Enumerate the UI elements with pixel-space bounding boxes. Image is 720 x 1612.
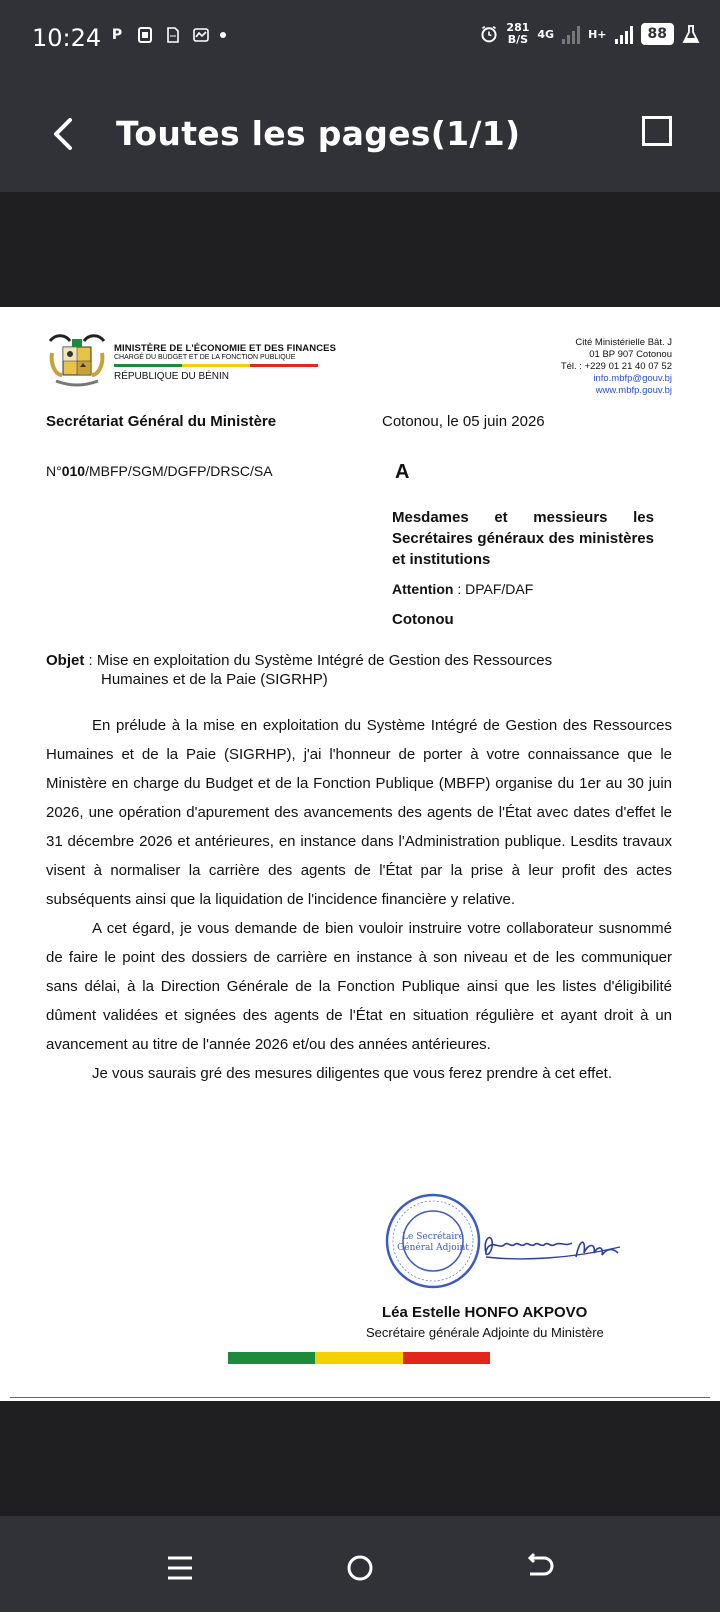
system-navigation-bar [0, 1516, 720, 1612]
menu-icon [162, 1550, 198, 1586]
back-button[interactable] [48, 116, 84, 152]
website-link[interactable]: www.mbfp.gouv.bj [595, 385, 672, 396]
more-notifications-icon [220, 32, 226, 38]
alarm-icon [480, 25, 498, 43]
pdf-icon [136, 26, 154, 44]
document-page[interactable] [0, 307, 720, 1401]
header-flag-line [114, 364, 318, 367]
net-speed: 281 B/S [506, 21, 530, 46]
viewer-top-margin [0, 192, 720, 307]
status-time: 10:24 [32, 24, 102, 52]
coat-of-arms-logo [46, 331, 108, 393]
official-stamp [384, 1192, 482, 1290]
viewer-bottom-margin [0, 1401, 720, 1516]
handwritten-signature [480, 1217, 626, 1273]
select-all-checkbox[interactable] [642, 116, 672, 146]
page-title: Toutes les pages(1/1) [116, 114, 521, 153]
back-arrow-icon [48, 116, 84, 152]
signatory-name: Léa Estelle HONFO AKPOVO [382, 1304, 588, 1321]
network-type-1: 4G [537, 27, 555, 41]
recent-apps-button[interactable] [162, 1550, 198, 1586]
home-button[interactable] [342, 1550, 378, 1586]
recipients: Mesdames et messieurs les Secrétaires généraux des ministères et institutions [392, 509, 654, 568]
paragraph: Je vous saurais gré des mesures diligentes que vous ferez prendre à cet effet. [92, 1065, 613, 1082]
letter-body [46, 711, 672, 1088]
subject-line: Objet : Mise en exploitation du Système Intégré de Gestion des Ressources Humaines et de la Paie (SIGRHP) [46, 652, 553, 688]
ministry-name: MINISTÈRE DE L'ÉCONOMIE ET DES FINANCES [114, 343, 337, 354]
attention-line: Attention : DPAF/DAF [392, 581, 534, 597]
secretariat-label: Secrétariat Général du Ministère [46, 413, 277, 430]
date-line: Cotonou, le 05 juin 2026 [382, 413, 545, 430]
page-bottom-line [10, 1397, 710, 1398]
status-bar [0, 0, 720, 80]
lab-icon [682, 25, 700, 43]
contact-block: Cité Ministérielle Bât. J 01 BP 907 Cotonou Tél. : +229 01 21 40 07 52 info.mbfp@gouv.bj www.mbfp.gouv.bj [560, 337, 672, 396]
addressee-marker: A [395, 461, 410, 483]
p-icon: P [111, 27, 123, 43]
paragraph: A cet égard, je vous demande de bien vouloir instruire votre collaborateur susnommé de faire le point des dossiers de carrière en instance à son niveau et de les communiquer sans délai, à la Direction Générale de la Fonction Publique ainsi que les listes d'éligibilité dûment validées et signées des agents de l'État en situation régulière et ayant droit à un avancement au titre de l'année 2026 et/ou des années antérieures. [46, 920, 672, 1053]
signal-icon-2 [615, 24, 633, 44]
notification-icons [108, 26, 226, 44]
stamp-text-2: Général Adjoint [397, 1243, 469, 1253]
email-link[interactable]: info.mbfp@gouv.bj [593, 373, 672, 384]
republic-name: RÉPUBLIQUE DU BÉNIN [114, 371, 230, 382]
signal-icon-1 [562, 24, 580, 44]
back-nav-button[interactable] [522, 1550, 558, 1586]
reference-number: N°010/MBFP/SGM/DGFP/DRSC/SA [46, 463, 273, 479]
footer-flag-bar [228, 1352, 490, 1364]
app-toolbar [0, 80, 720, 192]
doc-icon [164, 26, 182, 44]
battery-icon: 88 [641, 23, 674, 45]
signatory-title: Secrétaire générale Adjointe du Ministère [366, 1325, 604, 1340]
recipient-city: Cotonou [392, 611, 454, 628]
return-arrow-icon [522, 1550, 558, 1586]
status-right [480, 22, 700, 46]
stamp-text-1: Le Secrétaire [402, 1232, 464, 1242]
home-circle-icon [342, 1550, 378, 1586]
network-type-2: H+ [588, 27, 607, 41]
ministry-subtitle: CHARGÉ DU BUDGET ET DE LA FONCTION PUBLIQUE [114, 354, 296, 361]
paragraph: En prélude à la mise en exploitation du Système Intégré de Gestion des Ressources Humaines et de la Paie (SIGRHP), j'ai l'honneur de porter à votre connaissance que le Ministère en charge du Budget et de la Fonction Publique (MBFP) organise du 1er au 30 juin 2026, une opération d'apurement des avancements des agents de l'État avec dates d'effet le 31 décembre 2026 et antérieures, en instance dans l'Administration publique. Lesdits travaux visent à normaliser la carrière des agents de l'État par la prise à leur profit des actes subséquents ainsi que la liquidation de l'incidence financière y relative. [46, 717, 672, 908]
chart-icon [192, 26, 210, 44]
